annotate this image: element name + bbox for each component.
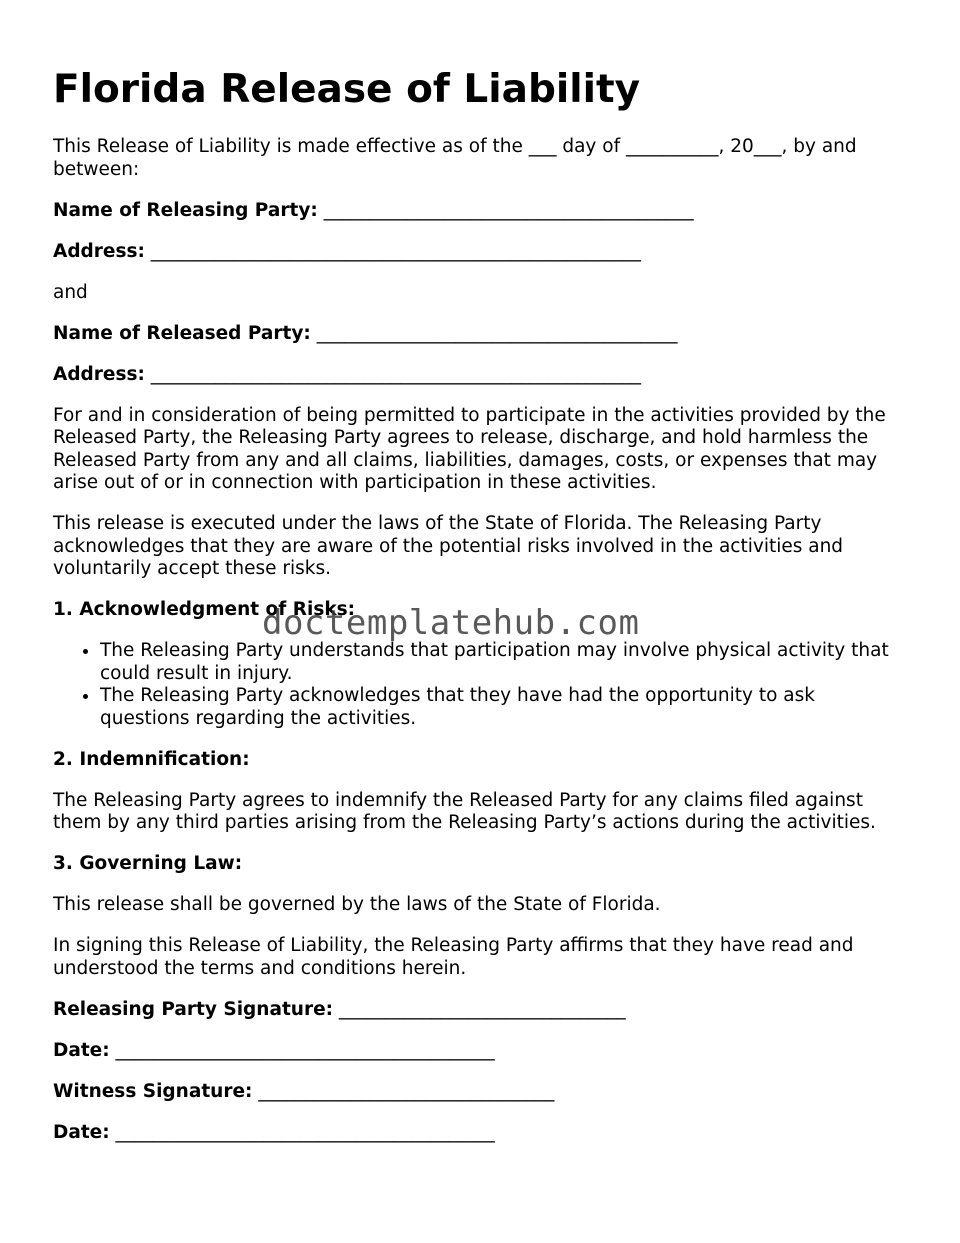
releasing-signature-blank: _______________________________	[338, 998, 626, 1020]
consideration-paragraph: For and in consideration of being permitted to participate in the activities provided by the Released Party, the Releasing Party agrees to release, discharge, and hold harmless the Released Party from any and all claims, liabilities, damages, costs, or expenses that may arise out of or in connection with participation in these activities.	[53, 404, 886, 493]
intro-paragraph: This Release of Liability is made effective as of the ___ day of __________, 20___, by and between:	[53, 136, 857, 180]
releasing-party-name-line	[53, 200, 903, 223]
released-party-name-blank: _______________________________________	[316, 322, 678, 344]
governing-law-paragraph: This release shall be governed by the laws of the State of Florida.	[53, 894, 661, 915]
releasing-signature-line	[53, 999, 903, 1022]
releasing-signature-label: Releasing Party Signature:	[53, 998, 334, 1020]
document-title: Florida Release of Liability	[53, 67, 641, 112]
witness-signature-label: Witness Signature:	[53, 1080, 253, 1102]
list-item: • The Releasing Party understands that participation may involve physical activity that could result in injury.	[100, 640, 903, 685]
date-blank-2: _________________________________________	[115, 1121, 495, 1143]
list-item: • The Releasing Party acknowledges that they have had the opportunity to ask questions regarding the activities.	[100, 685, 903, 730]
document-page	[53, 64, 903, 1163]
laws-paragraph: This release is executed under the laws of the State of Florida. The Releasing Party acknowledges that they are aware of the potential risks involved in the activities and voluntarily accept these risks.	[53, 513, 844, 579]
released-party-name-label: Name of Released Party:	[53, 322, 311, 344]
watermark: doctemplatehub.com	[262, 603, 640, 643]
governing-law-heading: 3. Governing Law:	[53, 853, 243, 874]
affirmation-paragraph: In signing this Release of Liability, the Releasing Party affirms that they have read and understood the terms and conditions herein.	[53, 935, 854, 979]
witness-signature-line	[53, 1081, 903, 1104]
date-line-1	[53, 1040, 903, 1063]
date-label-1: Date:	[53, 1039, 110, 1061]
risks-list	[53, 640, 903, 730]
releasing-party-name-label: Name of Releasing Party:	[53, 199, 318, 221]
indemnification-paragraph: The Releasing Party agrees to indemnify the Released Party for any claims filed against them by any third parties arising from the Releasing Party’s actions during the activities.	[53, 789, 876, 833]
witness-signature-blank: ________________________________	[258, 1080, 555, 1102]
and-text: and	[53, 281, 88, 303]
releasing-party-address-label: Address:	[53, 240, 145, 262]
releasing-party-address-blank: _____________________________________________________	[150, 240, 642, 262]
date-blank-1: _________________________________________	[115, 1039, 495, 1061]
releasing-party-name-blank: ________________________________________	[323, 199, 694, 221]
released-party-address-blank: _____________________________________________________	[150, 363, 642, 385]
indemnification-heading: 2. Indemnification:	[53, 748, 250, 770]
released-party-address-label: Address:	[53, 363, 145, 385]
releasing-party-address-line	[53, 241, 903, 264]
risks-heading: 1. Acknowledgment of Risks:	[53, 599, 356, 620]
date-label-2: Date:	[53, 1121, 110, 1143]
released-party-address-line	[53, 364, 903, 387]
date-line-2	[53, 1122, 903, 1145]
released-party-name-line	[53, 323, 903, 346]
